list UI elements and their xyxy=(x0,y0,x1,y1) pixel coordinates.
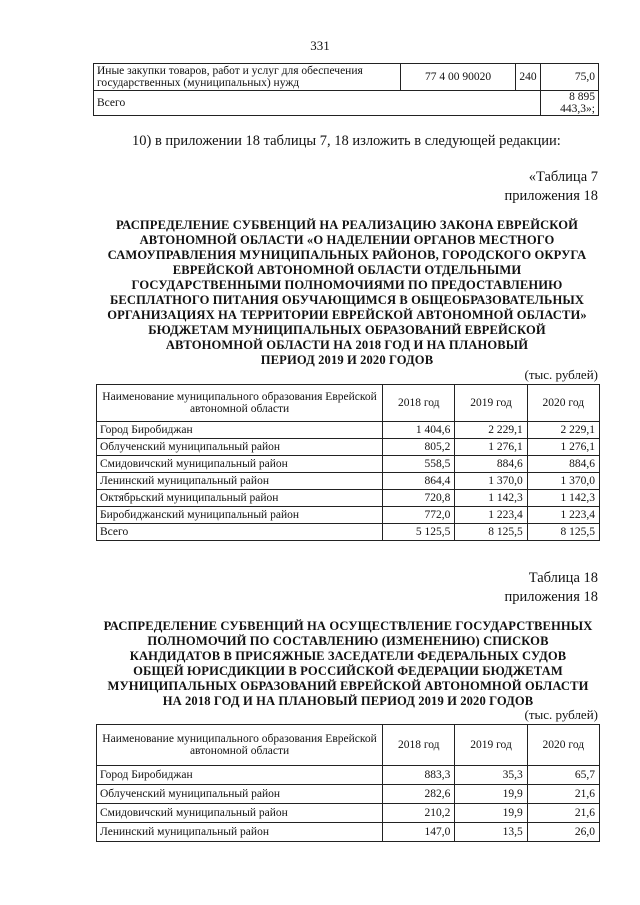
row-vr: 240 xyxy=(516,64,541,91)
table18-units: (тыс. рублей) xyxy=(524,707,598,722)
header-name: Наименование муниципального образования Еврейской автономной области xyxy=(97,725,383,766)
cell-2020: 21,6 xyxy=(527,804,599,823)
header-2019: 2019 год xyxy=(455,385,527,422)
table-header-row xyxy=(97,385,600,422)
row-name: Иные закупки товаров, работ и услуг для обеспечения государственных (муниципальных) нужд xyxy=(94,64,401,91)
cell-2019: 19,9 xyxy=(455,804,527,823)
table7-ref xyxy=(505,168,598,206)
table-row xyxy=(97,804,600,823)
title-line: АВТОНОМНОЙ ОБЛАСТИ «О НАДЕЛЕНИИ ОРГАНОВ МЕСТНОГО xyxy=(139,233,555,247)
table-row xyxy=(97,456,600,473)
title-line: ГОСУДАРСТВЕННЫМИ ПОЛНОМОЧИЯМИ ПО ПРЕДОСТАВЛЕНИЮ xyxy=(131,278,563,292)
cell-name: Облученский муниципальный район xyxy=(97,439,383,456)
table-row xyxy=(94,64,599,91)
cell-2019: 8 125,5 xyxy=(455,524,527,541)
table7-ref-line2: приложения 18 xyxy=(504,188,598,204)
cell-2018: 805,2 xyxy=(383,439,455,456)
table7 xyxy=(96,384,600,541)
cell-2020: 1 223,4 xyxy=(527,507,599,524)
title-line: САМОУПРАВЛЕНИЯ МУНИЦИПАЛЬНЫХ РАЙОНОВ, ГОРОДСКОГО ОКРУГА xyxy=(107,248,587,262)
header-2020: 2020 год xyxy=(527,385,599,422)
title-line: БЮДЖЕТАМ МУНИЦИПАЛЬНЫХ ОБРАЗОВАНИЙ ЕВРЕЙСКОЙ xyxy=(148,323,546,337)
cell-2020: 884,6 xyxy=(527,456,599,473)
cell-2019: 1 142,3 xyxy=(455,490,527,507)
table-row xyxy=(97,473,600,490)
table-row xyxy=(97,490,600,507)
cell-2018: 210,2 xyxy=(383,804,455,823)
total-label: Всего xyxy=(94,91,541,116)
cell-2018: 558,5 xyxy=(383,456,455,473)
paragraph-10: 10) в приложении 18 таблицы 7, 18 изложить в следующей редакции: xyxy=(132,133,561,149)
table-header-row xyxy=(97,725,600,766)
table-row xyxy=(97,785,600,804)
cell-2019: 1 276,1 xyxy=(455,439,527,456)
cell-2020: 1 142,3 xyxy=(527,490,599,507)
title-line: ОРГАНИЗАЦИЯХ НА ТЕРРИТОРИИ ЕВРЕЙСКОЙ АВТОНОМНОЙ ОБЛАСТИ» xyxy=(107,308,587,322)
title-line: КАНДИДАТОВ В ПРИСЯЖНЫЕ ЗАСЕДАТЕЛИ ФЕДЕРАЛЬНЫХ СУДОВ xyxy=(129,649,567,663)
row-value: 75,0 xyxy=(541,64,599,91)
cell-name: Город Биробиджан xyxy=(97,422,383,439)
cell-name: Смидовичский муниципальный район xyxy=(97,456,383,473)
cell-2018: 5 125,5 xyxy=(383,524,455,541)
table18 xyxy=(96,724,600,842)
table18-ref-line1: Таблица 18 xyxy=(528,570,598,586)
header-name: Наименование муниципального образования Еврейской автономной области xyxy=(97,385,383,422)
cell-name: Город Биробиджан xyxy=(97,766,383,785)
header-2019: 2019 год xyxy=(455,725,527,766)
cell-name: Ленинский муниципальный район xyxy=(97,823,383,842)
cell-2018: 282,6 xyxy=(383,785,455,804)
cell-2020: 26,0 xyxy=(527,823,599,842)
cell-2018: 864,4 xyxy=(383,473,455,490)
table-row xyxy=(97,422,600,439)
table18-ref-line2: приложения 18 xyxy=(504,589,598,605)
title-line: БЕСПЛАТНОГО ПИТАНИЯ ОБУЧАЮЩИМСЯ В ОБЩЕОБРАЗОВАТЕЛЬНЫХ xyxy=(109,293,585,307)
title-line: АВТОНОМНОЙ ОБЛАСТИ НА 2018 ГОД И НА ПЛАНОВЫЙ xyxy=(165,338,529,352)
title-line: ПОЛНОМОЧИЙ ПО СОСТАВЛЕНИЮ (ИЗМЕНЕНИЮ) СПИСКОВ xyxy=(147,634,549,648)
cell-name: Смидовичский муниципальный район xyxy=(97,804,383,823)
table-row xyxy=(97,439,600,456)
title-line: РАСПРЕДЕЛЕНИЕ СУБВЕНЦИЙ НА ОСУЩЕСТВЛЕНИЕ ГОСУДАРСТВЕННЫХ xyxy=(103,619,593,633)
cell-2020: 1 276,1 xyxy=(527,439,599,456)
table7-title xyxy=(93,218,601,368)
cell-2019: 13,5 xyxy=(455,823,527,842)
cell-2019: 1 370,0 xyxy=(455,473,527,490)
title-line: ЕВРЕЙСКОЙ АВТОНОМНОЙ ОБЛАСТИ ОТДЕЛЬНЫМИ xyxy=(172,263,522,277)
title-line: НА 2018 ГОД И НА ПЛАНОВЫЙ ПЕРИОД 2019 И 2020 ГОДОВ xyxy=(162,694,534,708)
title-line: МУНИЦИПАЛЬНЫХ ОБРАЗОВАНИЙ ЕВРЕЙСКОЙ АВТОНОМНОЙ ОБЛАСТИ xyxy=(107,679,589,693)
table7-ref-line1: «Таблица 7 xyxy=(528,169,598,185)
header-2020: 2020 год xyxy=(527,725,599,766)
cell-name: Ленинский муниципальный район xyxy=(97,473,383,490)
cell-name: Всего xyxy=(97,524,383,541)
page-number: 331 xyxy=(310,38,330,53)
cell-2018: 147,0 xyxy=(383,823,455,842)
cell-2020: 65,7 xyxy=(527,766,599,785)
cell-2018: 772,0 xyxy=(383,507,455,524)
table18-ref xyxy=(505,569,598,607)
title-line: РАСПРЕДЕЛЕНИЕ СУБВЕНЦИЙ НА РЕАЛИЗАЦИЮ ЗАКОНА ЕВРЕЙСКОЙ xyxy=(115,218,579,232)
total-value: 8 895 443,3»; xyxy=(541,91,599,116)
cell-2020: 21,6 xyxy=(527,785,599,804)
cell-name: Октябрьский муниципальный район xyxy=(97,490,383,507)
table-row xyxy=(97,766,600,785)
table18-title xyxy=(96,619,600,709)
top-table xyxy=(93,63,599,116)
cell-2019: 884,6 xyxy=(455,456,527,473)
cell-2019: 19,9 xyxy=(455,785,527,804)
cell-2018: 883,3 xyxy=(383,766,455,785)
cell-2020: 8 125,5 xyxy=(527,524,599,541)
table-row-total xyxy=(94,91,599,116)
title-line: ПЕРИОД 2019 И 2020 ГОДОВ xyxy=(260,353,434,367)
table-row xyxy=(97,507,600,524)
cell-name: Биробиджанский муниципальный район xyxy=(97,507,383,524)
table-row xyxy=(97,823,600,842)
cell-2019: 2 229,1 xyxy=(455,422,527,439)
cell-name: Облученский муниципальный район xyxy=(97,785,383,804)
cell-2018: 1 404,6 xyxy=(383,422,455,439)
cell-2018: 720,8 xyxy=(383,490,455,507)
row-code: 77 4 00 90020 xyxy=(401,64,516,91)
cell-2020: 1 370,0 xyxy=(527,473,599,490)
header-2018: 2018 год xyxy=(383,385,455,422)
title-line: ОБЩЕЙ ЮРИСДИКЦИИ В РОССИЙСКОЙ ФЕДЕРАЦИИ БЮДЖЕТАМ xyxy=(133,664,563,678)
cell-2020: 2 229,1 xyxy=(527,422,599,439)
cell-2019: 1 223,4 xyxy=(455,507,527,524)
table-row-total xyxy=(97,524,600,541)
header-2018: 2018 год xyxy=(383,725,455,766)
table7-units: (тыс. рублей) xyxy=(524,367,598,382)
cell-2019: 35,3 xyxy=(455,766,527,785)
